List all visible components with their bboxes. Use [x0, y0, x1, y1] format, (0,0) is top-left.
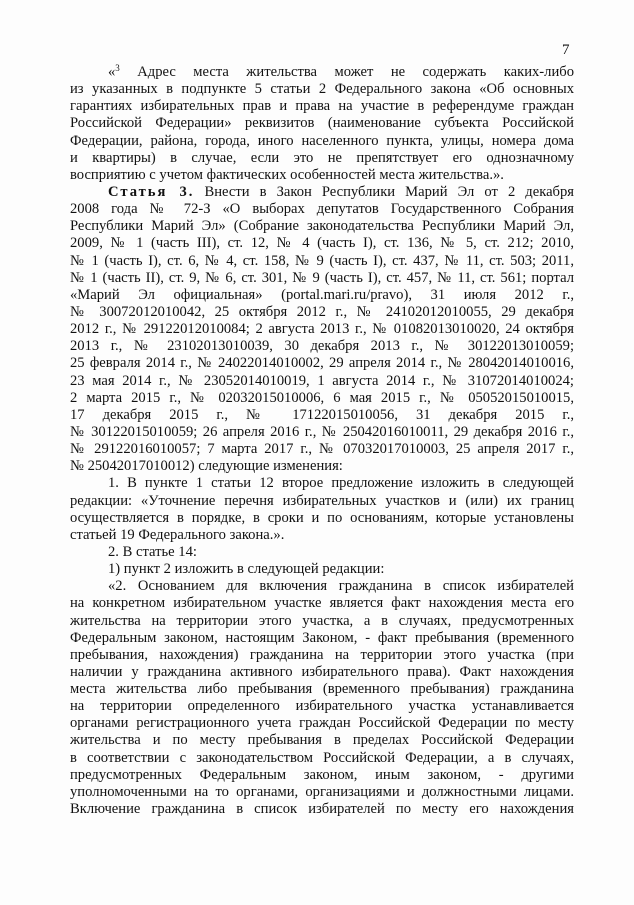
line-text: пребывания, нахождения) гражданина на территории этого участка (при — [70, 646, 574, 663]
text-line — [70, 373, 574, 390]
line-text: жительства на территории этого участка, а в случаях, предусмотренных — [70, 612, 574, 629]
text-line — [70, 801, 574, 818]
line-text: № 1 (часть II), ст. 9, № 6, ст. 301, № 9 (часть I), ст. 457, № 11, ст. 561; портал — [70, 269, 574, 286]
line-text: на конкретном избирательном участке является факт нахождения места его — [70, 595, 574, 612]
line-text: 2 марта 2015 г., № 02032015010006, 6 мая 2015 г., № 05052015010015, — [70, 389, 574, 406]
paragraph — [70, 64, 574, 184]
text-line — [70, 235, 574, 252]
line-text: Федерации, района, города, иного населенного пункта, улицы, номера дома — [70, 132, 574, 149]
text-line — [70, 64, 574, 81]
text-line — [70, 458, 574, 475]
text-line — [70, 167, 574, 184]
line-text: № 30122015010059; 26 апреля 2016 г., № 25042016010011, 29 декабря 2016 г., — [70, 423, 574, 440]
text-line — [70, 732, 574, 749]
line-text: № 29122016010057; 7 марта 2017 г., № 07032017010003, 25 апреля 2017 г., — [70, 441, 574, 458]
line-text: Внести в Закон Республики Марий Эл от 2 декабря — [194, 183, 574, 200]
text-line — [70, 715, 574, 732]
text-line — [70, 201, 574, 218]
opening-quote: « — [108, 64, 116, 80]
line-text: из указанных в подпункте 5 статьи 2 Федерального закона «Об основных — [70, 81, 574, 98]
line-text: 1) пункт 2 изложить в следующей редакции: — [108, 561, 385, 578]
line-text: Российской Федерации» реквизитов (наименование субъекта Российской — [70, 115, 574, 132]
line-text: предусмотренных Федеральным законом, иным законом, - другими — [70, 766, 574, 783]
text-line — [70, 595, 574, 612]
page-number: 7 — [562, 42, 570, 58]
line-text: 17 декабря 2015 г., № 17122015010056, 31 декабря 2015 г., — [70, 406, 574, 423]
text-line — [70, 424, 574, 441]
line-text: «2. Основанием для включения гражданина в список избирателей — [108, 578, 574, 595]
line-text: наличии у гражданина активного избирательного права). Факт нахождения — [70, 663, 574, 680]
line-text: гарантиях избирательных прав и права на участие в референдуме граждан — [70, 98, 574, 115]
text-line — [70, 338, 574, 355]
line-text: органами регистрационного учета граждан Российской Федерации по месту — [70, 715, 574, 732]
text-line — [70, 270, 574, 287]
text-line — [70, 578, 574, 595]
text-line — [70, 390, 574, 407]
line-text: Включение гражданина в список избирателей по месту его нахождения — [70, 801, 574, 818]
line-text: на территории определенного избирательного участка устанавливается — [70, 698, 574, 715]
line-text: Федеральным законом, настоящим Законом, - факт пребывания (временного — [70, 629, 574, 646]
line-text: 1. В пункте 1 статьи 12 второе предложение изложить в следующей — [108, 475, 574, 492]
text-line — [70, 681, 574, 698]
text-line — [70, 355, 574, 372]
paragraph — [70, 561, 574, 578]
text-line — [70, 150, 574, 167]
line-text: жительства и по месту пребывания в пределах Российской Федерации — [70, 732, 574, 749]
text-line — [70, 115, 574, 132]
line-text: редакции: «Уточнение перечня избирательных участков и (или) их границ — [70, 492, 574, 509]
text-line — [70, 527, 574, 544]
line-text: и квартиры) в случае, если это не препятствует его однозначному — [70, 149, 574, 166]
line-text: уполномоченными на то органами, организациями и должностными лицами. — [70, 783, 574, 800]
line-text: места жительства либо пребывания (временного пребывания) гражданина — [70, 681, 574, 698]
text-line — [70, 750, 574, 767]
paragraph — [70, 578, 574, 818]
superscript-marker: 3 — [115, 64, 120, 73]
line-text: 2008 года № 72-З «О выборах депутатов Государственного Собрания — [70, 201, 574, 218]
line-text: № 25042017010012) следующие изменения: — [70, 458, 343, 475]
text-line — [70, 664, 574, 681]
text-line — [70, 647, 574, 664]
text-line — [70, 630, 574, 647]
text-line — [70, 613, 574, 630]
text-line — [70, 767, 574, 784]
text-line — [70, 510, 574, 527]
line-text: Адрес места жительства может не содержать каких-либо — [119, 64, 574, 80]
line-text: Республики Марий Эл» (Собрание законодательства Республики Марий Эл, — [70, 218, 574, 235]
text-line — [70, 218, 574, 235]
text-line — [70, 698, 574, 715]
line-text: в соответствии с законодательством Российской Федерации, а в случаях, — [70, 749, 574, 766]
text-line — [70, 287, 574, 304]
line-text: 2012 г., № 29122012010084; 2 августа 2013 г., № 01082013010020, 24 октября — [70, 321, 574, 338]
line-text: 23 мая 2014 г., № 23052014010019, 1 августа 2014 г., № 31072014010024; — [70, 372, 574, 389]
text-line — [70, 544, 574, 561]
paragraph — [70, 475, 574, 544]
text-line — [70, 493, 574, 510]
text-line — [70, 133, 574, 150]
text-line — [70, 253, 574, 270]
text-line — [70, 304, 574, 321]
paragraph — [70, 544, 574, 561]
paragraph — [70, 184, 574, 475]
text-line — [70, 98, 574, 115]
line-text: 2009, № 1 (часть III), ст. 12, № 4 (часть I), ст. 136, № 5, ст. 212; 2010, — [70, 235, 574, 252]
line-text: 2013 г., № 23102013010039, 30 декабря 2013 г., № 30122013010059; — [70, 338, 574, 355]
text-line — [70, 561, 574, 578]
article-heading: Статья 3. — [108, 183, 195, 200]
text-line — [70, 81, 574, 98]
text-line — [70, 784, 574, 801]
line-text: 2. В статье 14: — [108, 543, 197, 560]
text-line — [70, 475, 574, 492]
line-text: № 1 (часть I), ст. 6, № 4, ст. 158, № 9 (часть I), ст. 437, № 11, ст. 503; 2011, — [70, 252, 574, 269]
line-text: 25 февраля 2014 г., № 24022014010002, 29 апреля 2014 г., № 28042014010016, — [70, 355, 574, 372]
line-text: осуществляется в порядке, в сроки и по основаниям, которые установлены — [70, 509, 574, 526]
line-text: статьей 19 Федерального закона.». — [70, 526, 285, 543]
line-text: № 30072012010042, 25 октября 2012 г., № 24102012010055, 29 декабря — [70, 303, 574, 320]
line-text: «Марий Эл официальная» (portal.mari.ru/pravo), 31 июля 2012 г., — [70, 286, 574, 303]
text-line — [70, 321, 574, 338]
text-line — [70, 441, 574, 458]
text-line — [70, 184, 574, 201]
line-text: восприятию с учетом фактических особенностей места жительства.». — [70, 166, 504, 183]
text-line — [70, 407, 574, 424]
document-body — [70, 64, 574, 818]
